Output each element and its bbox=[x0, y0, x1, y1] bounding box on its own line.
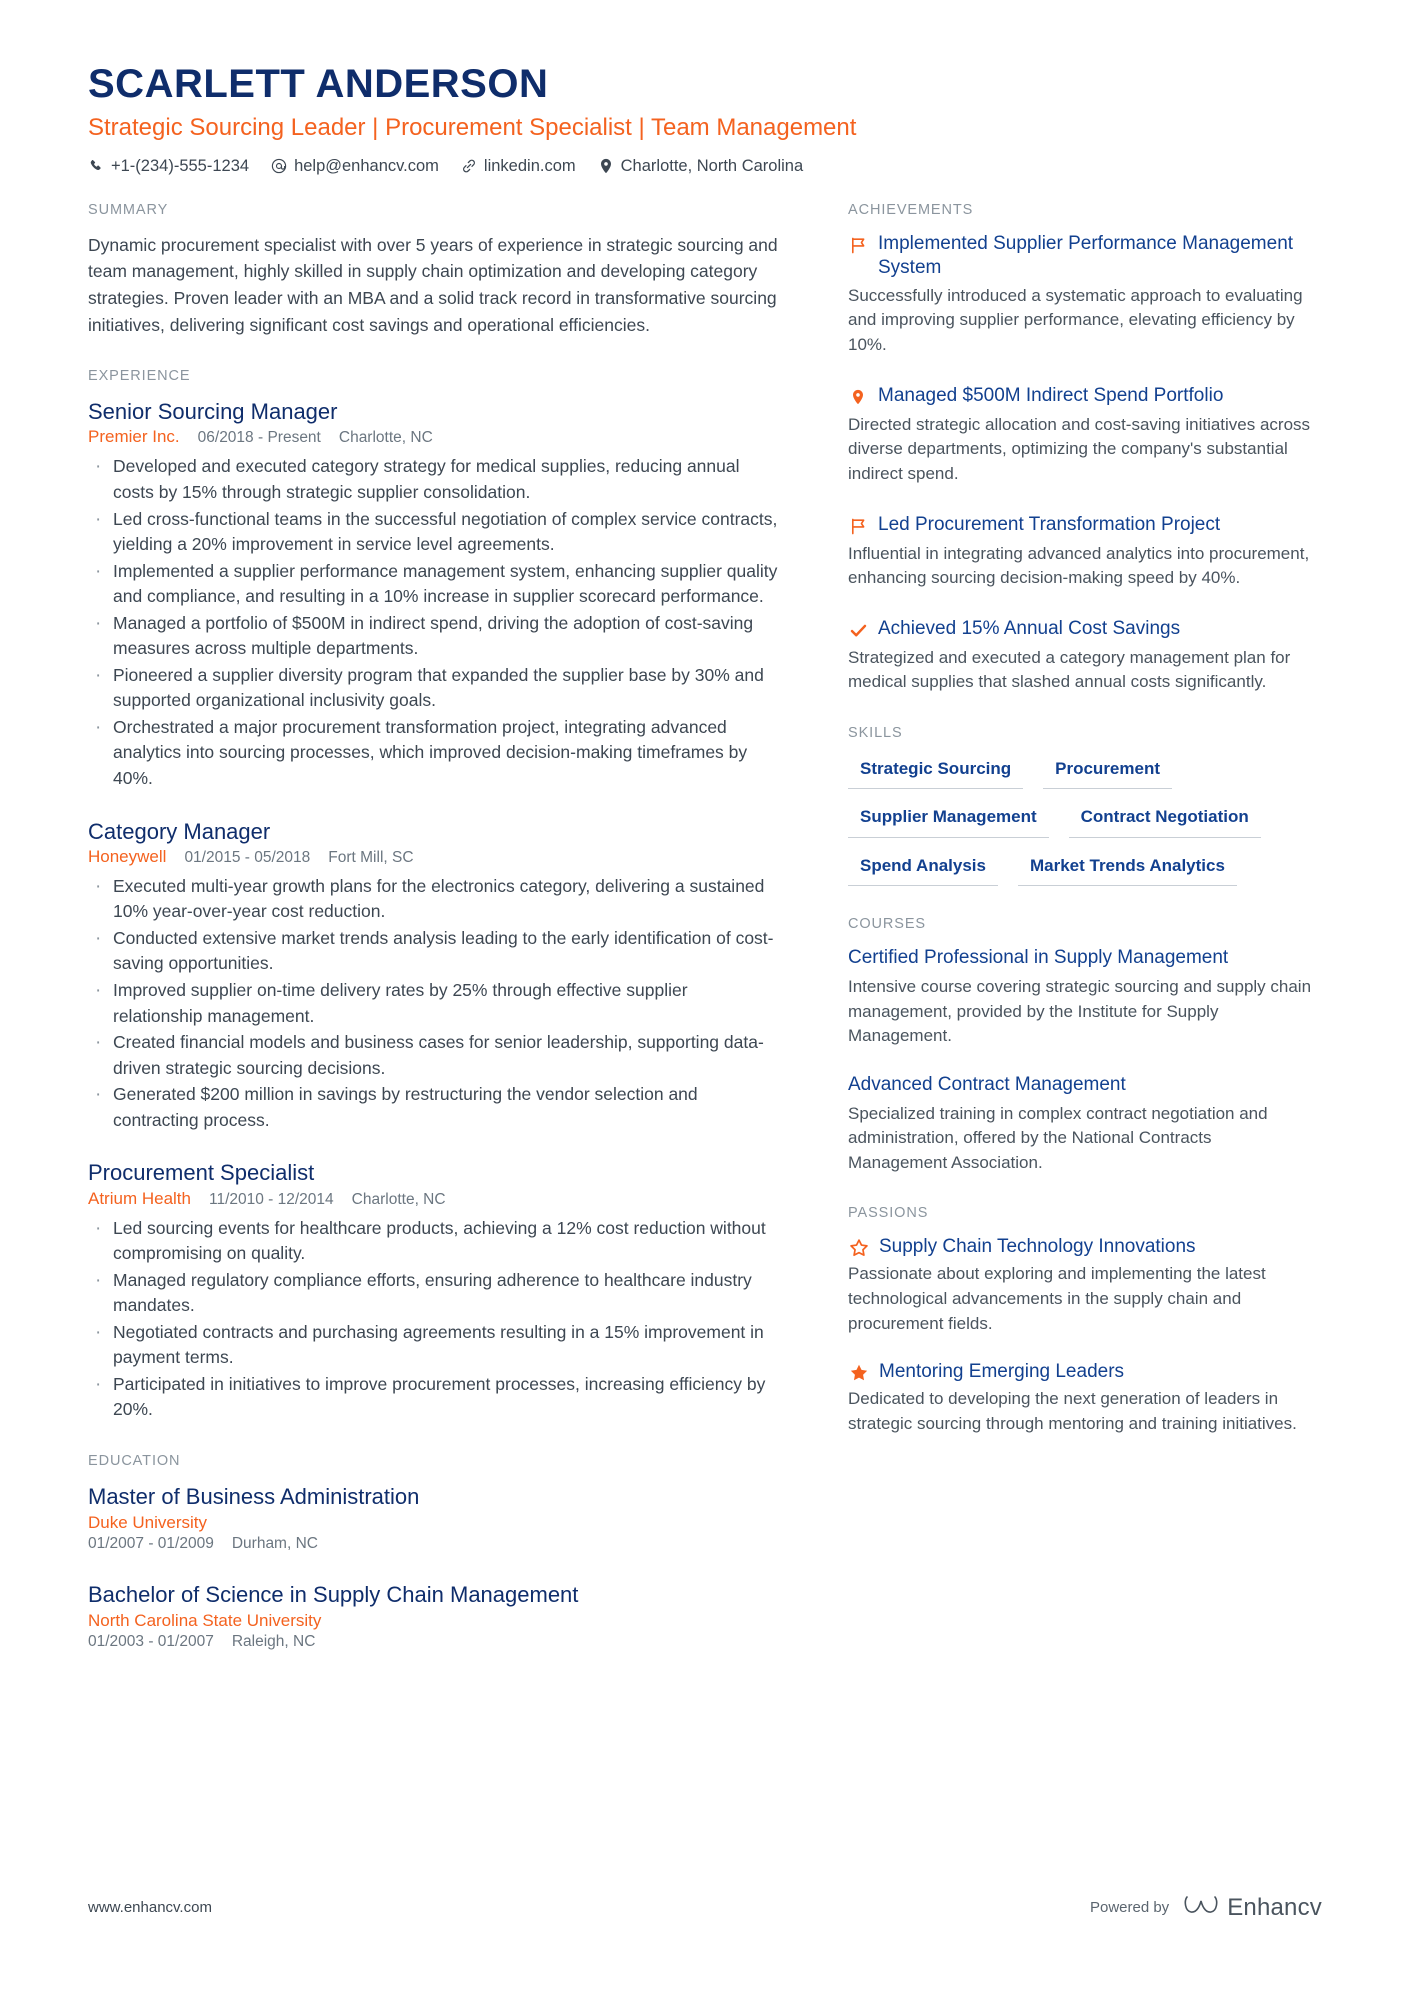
course-description: Intensive course covering strategic sourcing and supply chain management, provided by the Institute for Supply Management. bbox=[848, 976, 1312, 1046]
company-name: Atrium Health bbox=[88, 1188, 191, 1208]
job-bullet: · Led sourcing events for healthcare products, achieving a 12% cost reduction without compromising on quality. bbox=[88, 1216, 780, 1267]
enhancv-wordmark: Enhancv bbox=[1227, 1893, 1322, 1921]
left-column bbox=[88, 202, 780, 1682]
course-name: Certified Professional in Supply Management bbox=[848, 947, 1229, 969]
education-meta bbox=[88, 1633, 780, 1651]
achievement-title: Led Procurement Transformation Project bbox=[878, 513, 1221, 535]
contact-item-1[interactable] bbox=[271, 157, 439, 176]
achievement-item bbox=[848, 384, 1314, 487]
contact-text: linkedin.com bbox=[483, 156, 576, 175]
job-location: Charlotte, NC bbox=[351, 1190, 446, 1208]
experience-entry bbox=[88, 818, 780, 1134]
passions-section-title: PASSIONS bbox=[848, 1205, 929, 1222]
achievement-title: Managed $500M Indirect Spend Portfolio bbox=[878, 384, 1224, 406]
education-section-title: EDUCATION bbox=[88, 1452, 181, 1469]
job-title: Category Manager bbox=[88, 818, 271, 844]
skill-tag: Contract Negotiation bbox=[1069, 803, 1261, 837]
experience-entry bbox=[88, 398, 780, 791]
achievement-head bbox=[848, 513, 1314, 538]
job-dates: 06/2018 - Present bbox=[197, 429, 321, 447]
job-meta bbox=[88, 427, 780, 447]
job-bullet: · Implemented a supplier performance management system, enhancing supplier quality and compliance, and resulting in a 10% increase in supplier scorecard performance. bbox=[88, 559, 780, 610]
job-bullet: · Executed multi-year growth plans for the electronics category, delivering a sustained 10% year-over-year cost reduction. bbox=[88, 874, 780, 925]
location-pin-icon bbox=[848, 386, 868, 409]
passion-description: Passionate about exploring and implementing the latest technological advancements in the supply chain and procurement fields. bbox=[848, 1264, 1266, 1333]
resume-body bbox=[88, 202, 1322, 1682]
achievement-head bbox=[848, 232, 1314, 280]
job-bullet: · Led cross-functional teams in the successful negotiation of complex service contracts, yielding a 20% improvement in service level agreements. bbox=[88, 507, 780, 558]
skill-tag: Market Trends Analytics bbox=[1018, 852, 1237, 886]
candidate-headline: Strategic Sourcing Leader | Procurement Specialist | Team Management bbox=[88, 113, 857, 141]
job-bullet: · Managed regulatory compliance efforts, ensuring adherence to healthcare industry mandates. bbox=[88, 1268, 780, 1319]
skills-section-title: SKILLS bbox=[848, 725, 903, 742]
resume-footer bbox=[88, 1892, 1322, 1923]
education-dates: 01/2003 - 01/2007 bbox=[88, 1633, 214, 1651]
skill-tag: Procurement bbox=[1043, 755, 1172, 789]
degree-title: Master of Business Administration bbox=[88, 1483, 420, 1509]
course-name: Advanced Contract Management bbox=[848, 1073, 1126, 1095]
star-filled-icon bbox=[848, 1361, 869, 1384]
passion-title: Supply Chain Technology Innovations bbox=[879, 1236, 1196, 1258]
school-name: North Carolina State University bbox=[88, 1611, 322, 1631]
passion-description: Dedicated to developing the next generation of leaders in strategic sourcing through mentoring and training initiatives. bbox=[848, 1389, 1297, 1434]
job-dates: 01/2015 - 05/2018 bbox=[184, 848, 311, 866]
achievement-item bbox=[848, 232, 1314, 358]
skills-section bbox=[848, 725, 1314, 886]
job-bullet: · Pioneered a supplier diversity program that expanded the supplier base by 30% and supported organizational inclusivity goals. bbox=[88, 663, 780, 714]
job-bullet: · Managed a portfolio of $500M in indirect spend, driving the adoption of cost-saving measures across multiple departments. bbox=[88, 611, 780, 662]
star-outline-icon bbox=[848, 1236, 869, 1259]
job-bullet: · Participated in initiatives to improve procurement processes, increasing efficiency by 20%. bbox=[88, 1372, 780, 1423]
contact-item-0[interactable] bbox=[88, 157, 249, 176]
job-meta bbox=[88, 847, 780, 867]
achievements-section-title: ACHIEVEMENTS bbox=[848, 201, 974, 218]
flag-icon bbox=[848, 234, 868, 257]
summary-section bbox=[88, 202, 780, 338]
job-bullet: · Negotiated contracts and purchasing agreements resulting in a 15% improvement in payment terms. bbox=[88, 1320, 780, 1371]
achievement-title: Achieved 15% Annual Cost Savings bbox=[878, 617, 1181, 639]
company-name: Premier Inc. bbox=[88, 427, 180, 447]
contact-item-2[interactable] bbox=[461, 157, 576, 176]
location-pin-icon bbox=[598, 158, 614, 174]
courses-section bbox=[848, 916, 1314, 1175]
achievements-list bbox=[848, 232, 1314, 695]
contact-item-3[interactable] bbox=[598, 157, 804, 176]
contact-row bbox=[88, 157, 1322, 176]
skill-tag: Strategic Sourcing bbox=[848, 755, 1023, 789]
footer-brand bbox=[1090, 1892, 1322, 1923]
link-icon bbox=[461, 158, 477, 174]
contact-text: help@enhancv.com bbox=[294, 156, 439, 175]
achievement-description: Directed strategic allocation and cost-saving initiatives across diverse departments, optimizing the company's substantial indirect spend. bbox=[848, 414, 1311, 483]
education-meta bbox=[88, 1535, 780, 1553]
school-name: Duke University bbox=[88, 1513, 208, 1533]
education-location: Durham, NC bbox=[231, 1535, 318, 1553]
job-location: Charlotte, NC bbox=[338, 429, 433, 447]
education-entry bbox=[88, 1483, 780, 1553]
job-meta bbox=[88, 1189, 780, 1209]
achievements-section bbox=[848, 202, 1314, 695]
enhancv-mark-icon bbox=[1183, 1892, 1219, 1923]
experience-list bbox=[88, 398, 780, 1423]
achievement-title: Implemented Supplier Performance Management System bbox=[878, 232, 1294, 278]
education-location: Raleigh, NC bbox=[231, 1633, 316, 1651]
enhancv-logo bbox=[1183, 1892, 1322, 1923]
contact-text: +1-(234)-555-1234 bbox=[111, 156, 250, 175]
course-description: Specialized training in complex contract negotiation and administration, offered by the National Contracts Management Association. bbox=[848, 1103, 1268, 1172]
achievement-description: Influential in integrating advanced analytics into procurement, enhancing sourcing decision-making speed by 40%. bbox=[848, 543, 1310, 588]
passions-list bbox=[848, 1235, 1314, 1436]
achievement-head bbox=[848, 617, 1314, 642]
passion-item bbox=[848, 1360, 1314, 1436]
job-title: Procurement Specialist bbox=[88, 1160, 315, 1186]
candidate-name: SCARLETT ANDERSON bbox=[88, 62, 549, 106]
passions-section bbox=[848, 1205, 1314, 1436]
passion-item bbox=[848, 1235, 1314, 1336]
job-bullet: · Conducted extensive market trends analysis leading to the early identification of cost-saving opportunities. bbox=[88, 926, 780, 977]
degree-title: Bachelor of Science in Supply Chain Management bbox=[88, 1582, 579, 1608]
courses-section-title: COURSES bbox=[848, 916, 927, 933]
passion-head bbox=[848, 1360, 1314, 1384]
job-title: Senior Sourcing Manager bbox=[88, 399, 338, 425]
check-icon bbox=[848, 619, 868, 642]
company-name: Honeywell bbox=[88, 846, 167, 866]
education-section bbox=[88, 1453, 780, 1652]
achievement-description: Successfully introduced a systematic approach to evaluating and improving supplier performance, elevating efficiency by 10%. bbox=[848, 285, 1303, 354]
footer-website-url[interactable]: www.enhancv.com bbox=[88, 1899, 212, 1916]
achievement-description: Strategized and executed a category management plan for medical supplies that slashed annual costs significantly. bbox=[848, 647, 1291, 692]
flag-icon bbox=[848, 515, 868, 538]
job-bullet: · Developed and executed category strategy for medical supplies, reducing annual costs by 15% through strategic supplier consolidation. bbox=[88, 454, 780, 505]
job-bullet: · Orchestrated a major procurement transformation project, integrating advanced analytics into sourcing processes, which improved decision-making timeframes by 40%. bbox=[88, 715, 780, 792]
passion-head bbox=[848, 1235, 1314, 1259]
skills-list bbox=[848, 755, 1314, 886]
right-column bbox=[848, 202, 1314, 1467]
email-icon bbox=[271, 158, 287, 174]
job-dates: 11/2010 - 12/2014 bbox=[208, 1190, 334, 1208]
job-bullets bbox=[88, 874, 780, 1133]
achievement-item bbox=[848, 513, 1314, 591]
experience-entry bbox=[88, 1159, 780, 1423]
experience-section-title: EXPERIENCE bbox=[88, 368, 191, 385]
passion-title: Mentoring Emerging Leaders bbox=[879, 1361, 1125, 1383]
achievement-head bbox=[848, 384, 1314, 409]
courses-list bbox=[848, 946, 1314, 1175]
course-item bbox=[848, 946, 1314, 1049]
education-entry bbox=[88, 1581, 780, 1651]
job-bullets bbox=[88, 454, 780, 791]
summary-section-title: SUMMARY bbox=[88, 201, 169, 218]
job-location: Fort Mill, SC bbox=[328, 848, 414, 866]
summary-text: Dynamic procurement specialist with over 5 years of experience in strategic sourcing and team management, highly skilled in supply chain optimization and developing category strategies. Proven leader with an MBA and a solid track record in transformative sourcing initiatives, delivering significant cost savings and operational efficiencies. bbox=[88, 234, 778, 335]
education-list bbox=[88, 1483, 780, 1652]
job-bullet: · Improved supplier on-time delivery rates by 25% through effective supplier relationship management. bbox=[88, 978, 780, 1029]
phone-icon bbox=[88, 158, 104, 174]
job-bullet: · Generated $200 million in savings by restructuring the vendor selection and contracting process. bbox=[88, 1082, 780, 1133]
experience-section bbox=[88, 368, 780, 1423]
job-bullets bbox=[88, 1216, 780, 1423]
course-item bbox=[848, 1073, 1314, 1176]
resume-header bbox=[88, 62, 1322, 176]
powered-by-label: Powered by bbox=[1089, 1899, 1170, 1916]
education-dates: 01/2007 - 01/2009 bbox=[88, 1535, 214, 1553]
contact-text: Charlotte, North Carolina bbox=[620, 156, 804, 175]
job-bullet: · Created financial models and business cases for senior leadership, supporting data-driven strategic sourcing decisions. bbox=[88, 1030, 780, 1081]
skill-tag: Supplier Management bbox=[848, 803, 1049, 837]
achievement-item bbox=[848, 617, 1314, 695]
skill-tag: Spend Analysis bbox=[848, 852, 998, 886]
